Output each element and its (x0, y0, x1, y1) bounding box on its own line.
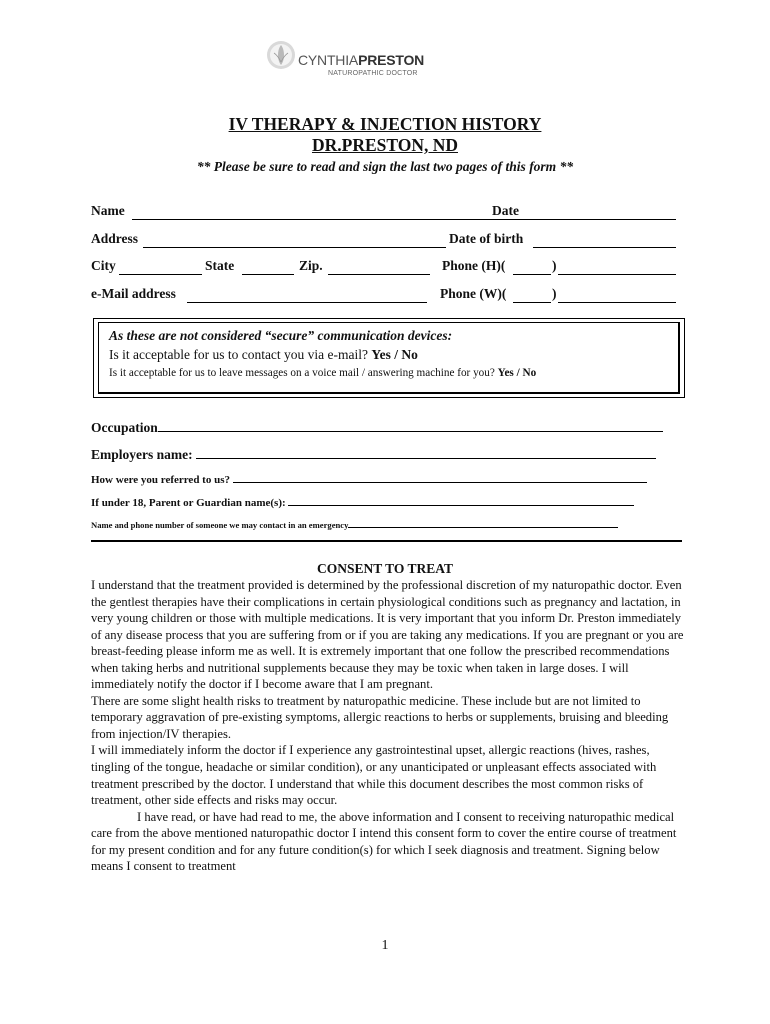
city-field[interactable] (119, 274, 202, 275)
form-title: IV THERAPY & INJECTION HISTORY (228, 114, 542, 134)
referral-label: How were you referred to us? (91, 474, 230, 486)
zip-label: Zip. (299, 258, 323, 273)
phone-work-area-field[interactable] (513, 302, 551, 303)
phone-home-area-field[interactable] (513, 274, 551, 275)
emergency-label: Name and phone number of someone we may contact in an emergency (91, 520, 349, 530)
page-number: 1 (381, 938, 389, 953)
referral-row (91, 474, 647, 486)
emergency-field[interactable] (348, 527, 618, 528)
email-contact-question (109, 347, 418, 363)
employer-label: Employers name: (91, 447, 193, 462)
form-note: ** Please be sure to read and sign the last two pages of this form ** (196, 159, 574, 174)
guardian-field[interactable] (288, 505, 634, 506)
row-name-date (91, 203, 676, 223)
phone-work-field[interactable] (558, 302, 676, 303)
consent-paragraph: I have read, or have had read to me, the above information and I consent to receiving naturopathic medical care from the above mentioned naturopathic doctor I intend this consent form to cover the entire course of treatment for my present condition and for any future condition(s) for which I seek diagnosis and treatment. Signing below means I consent to treatment (91, 809, 677, 874)
employer-field[interactable] (196, 458, 656, 459)
communication-notice-box (93, 318, 685, 398)
seal-icon (266, 40, 296, 70)
emergency-row (91, 520, 618, 530)
clinic-logo (266, 40, 456, 90)
notice-heading: As these are not considered “secure” communication devices: (109, 328, 453, 343)
address-label: Address (91, 231, 139, 246)
name-field[interactable] (132, 219, 529, 220)
voicemail-question-text: Is it acceptable for us to leave messages on a voice mail / answering machine for you? (109, 367, 495, 379)
date-label: Date (492, 203, 519, 218)
zip-field[interactable] (328, 274, 430, 275)
voicemail-question (109, 367, 536, 379)
paren-close: ) (552, 286, 557, 301)
dob-field[interactable] (533, 247, 676, 248)
consent-paragraph: There are some slight health risks to treatment by naturopathic medicine. These include but are not limited to temporary aggravation of pre-existing symptoms, allergic reactions to herbs or supplements, bruising and bleeding from injection/IV therapies. (91, 693, 669, 741)
consent-paragraph: I understand that the treatment provided is determined by the professional discretion of my naturopathic doctor. Even the gentlest therapies have their complications in certain physiological conditions such as pregnancy and lactation, in very young children or those with multiple medications. It is very important that you inform Dr. Preston immediately of any disease process that you are suffering from or if you are taking any medications. If you are pregnant or you are breast-feeding please inform me as well. It is extremely important that one follow the prescribed recommendations when taking herbs and nutritional supplements because they may be toxic when taken in large doses. I will immediately notify the doctor if I become aware that I am pregnant. (91, 578, 684, 692)
dob-label: Date of birth (449, 231, 524, 246)
consent-body (91, 577, 686, 875)
logo-subtitle: NATUROPATHIC DOCTOR (328, 70, 418, 77)
consent-paragraph: I will immediately inform the doctor if I experience any gastrointestinal upset, allergic reactions (hives, rashes, tingling of the tongue, headache or similar condition), or any unanticipated or unpleasant effects associated with treatment prescribed by the doctor. I understand that while this document describes the most common risks of treatment, other side effects and risks may occur. (91, 743, 657, 808)
form-subtitle: DR.PRESTON, ND (311, 135, 458, 155)
logo-brand: CYNTHIAPRESTON (298, 52, 425, 68)
address-field[interactable] (143, 247, 446, 248)
city-label: City (91, 258, 116, 273)
phone-work-label: Phone (W)( (440, 286, 507, 301)
row-email-phone (91, 286, 676, 306)
state-field[interactable] (242, 274, 294, 275)
email-question-text: Is it acceptable for us to contact you via e-mail? (109, 347, 369, 362)
section-divider (91, 540, 682, 542)
date-field[interactable] (525, 219, 676, 220)
guardian-label: If under 18, Parent or Guardian name(s): (91, 497, 286, 509)
phone-home-field[interactable] (558, 274, 676, 275)
email-field[interactable] (187, 302, 427, 303)
name-label: Name (91, 203, 125, 218)
email-label: e-Mail address (91, 286, 176, 301)
voicemail-options[interactable]: Yes / No (497, 367, 537, 379)
phone-home-label: Phone (H)( (442, 258, 506, 273)
occupation-label: Occupation (91, 420, 158, 435)
row-city-state-zip-phone (91, 258, 676, 278)
guardian-row (91, 497, 634, 509)
state-label: State (205, 258, 235, 273)
consent-heading: CONSENT TO TREAT (316, 561, 454, 576)
employer-row (91, 447, 656, 463)
referral-field[interactable] (233, 482, 647, 483)
paren-close: ) (552, 258, 557, 273)
occupation-field[interactable] (158, 431, 663, 432)
occupation-row (91, 420, 663, 436)
row-address-dob (91, 231, 676, 251)
email-contact-options[interactable]: Yes / No (371, 347, 418, 362)
